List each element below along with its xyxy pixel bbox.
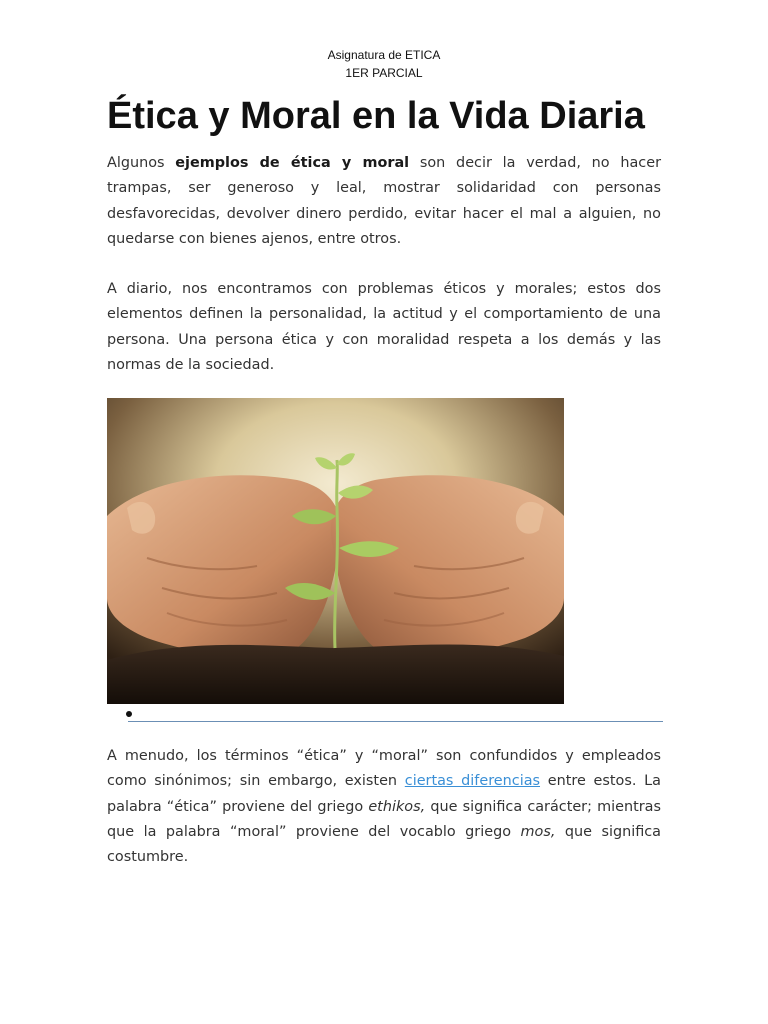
list-bullet (126, 711, 132, 717)
soil (107, 645, 564, 705)
page-title: Ética y Moral en la Vida Diaria (107, 95, 645, 137)
exam-label: 1ER PARCIAL (345, 66, 423, 80)
mos-term: mos, (520, 823, 556, 840)
ethikos-term: ethikos, (368, 798, 426, 815)
ciertas-diferencias-link[interactable]: ciertas diferencias (404, 773, 541, 790)
differences-text-3: que significa carácter; mientras que la palabra “moral” proviene del vocablo griego (107, 798, 661, 840)
differences-text-2: entre estos. La palabra “ética” proviene del griego (107, 773, 661, 815)
document-header (0, 46, 768, 82)
hands-seedling-photo (107, 398, 564, 704)
differences-paragraph (107, 744, 661, 870)
daily-problems-paragraph: A diario, nos encontramos con problemas éticos y morales; estos dos elementos definen la personalidad, la actitud y el comportamiento de una persona. Una persona ética y con moralidad respeta a los demás y las normas de la sociedad. (107, 281, 661, 373)
differences-text-1: A menudo, los términos “ética” y “moral” son confundidos y empleados como sinónimos; sin embargo, existen (107, 748, 661, 790)
intro-text-start: Algunos (107, 155, 176, 171)
differences-text-4: que significa costumbre. (107, 823, 661, 866)
intro-paragraph (107, 151, 661, 252)
horizontal-rule (128, 721, 663, 722)
subject-label: Asignatura de ETICA (327, 48, 441, 62)
intro-bold-phrase: ejemplos de ética y moral (175, 155, 410, 171)
intro-text-end: son decir la verdad, no hacer trampas, ser generoso y leal, mostrar solidaridad con personas desfavorecidas, devolver dinero perdido, evitar hacer el mal a alguien, no quedarse con bienes ajenos, entre otros. (107, 155, 661, 247)
